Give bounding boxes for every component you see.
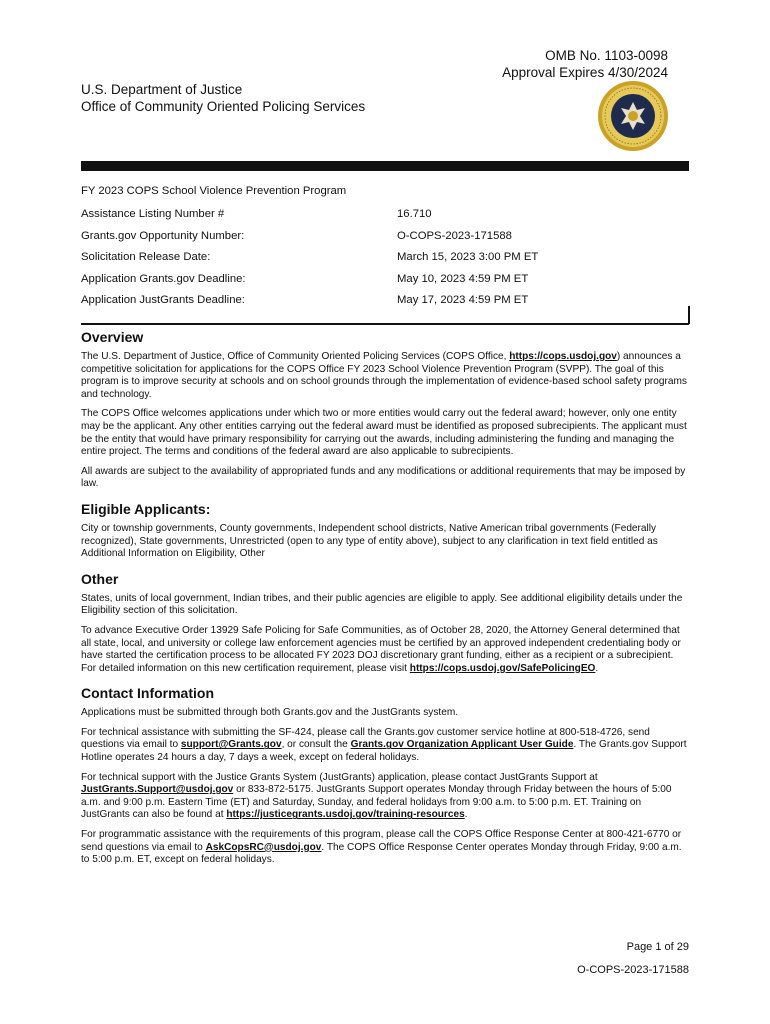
info-row (81, 208, 689, 230)
page-footer (577, 936, 689, 982)
office-name: Office of Community Oriented Policing Services (81, 99, 366, 114)
grants-support-email-link[interactable]: support@Grants.gov (180, 739, 282, 751)
doj-seal-icon (597, 80, 669, 152)
applicant-user-guide-link[interactable]: Grants.gov Organization Applicant User Guide (350, 739, 574, 751)
eligible-applicants-section (81, 500, 689, 561)
info-value: May 17, 2023 4:59 PM ET (397, 294, 529, 306)
safe-policing-link[interactable]: https://cops.usdoj.gov/SafePolicingEO (409, 662, 596, 674)
paragraph (81, 829, 689, 867)
text: . The Grants.gov Support Hotline operates 24 hours a day, 7 days a week, except on federal holidays. (81, 739, 687, 764)
document-body (81, 328, 689, 874)
section-heading: Overview (81, 329, 144, 345)
program-title: FY 2023 COPS School Violence Prevention Program (81, 185, 347, 197)
info-row (81, 294, 689, 316)
paragraph (81, 351, 689, 401)
info-label: Application JustGrants Deadline: (81, 294, 245, 306)
page-number: Page 1 of 29 (626, 941, 689, 953)
contact-section (81, 684, 689, 867)
paragraph: City or township governments, County governments, Independent school districts, Native American tribal governments (Federally recognized), State governments, Unrestricted (open to any type of entity above), subject to any clarification in text field entitled as Additional Information on Eligibility, Other (81, 522, 658, 560)
text: . (595, 662, 599, 674)
text: ) announces a competitive solicitation for applications for the COPS Office FY 2023 School Violence Prevention Program (SVPP). The goal of this program is to improve security at schools and on school grounds through the implementation of evidence-based school safety programs and technology. (81, 351, 687, 400)
section-heading: Other (81, 570, 119, 587)
cops-website-link[interactable]: https://cops.usdoj.gov (509, 351, 617, 362)
section-corner-rule (688, 306, 690, 324)
agency-name (81, 81, 365, 115)
solicitation-info-table (81, 208, 689, 316)
text: To advance Executive Order 13929 Safe Policing for Safe Communities, as of October 28, 2020, the Attorney General determined that all state, local, and university or college law enforcement agencies must be certified by an approved independent credentialing body or have started the certification process to be allocated FY 2023 DOJ discretionary grant funding, either as a recipient or a subrecipient. For detailed information on this new certification requirement, please visit (81, 624, 681, 674)
info-label: Solicitation Release Date: (81, 251, 211, 263)
text: or 833-872-5175. JustGrants Support operates Monday through Friday between the hours of 5:00 a.m. and 9:00 p.m. Eastern Time (ET) and Saturday, Sunday, and federal holidays from 9:00 a.m. to 5:00 p.m. ET. Training on JustGrants can also be found at (81, 784, 672, 821)
paragraph: The COPS Office welcomes applications under which two or more entities would carry out the federal award; however, only one entity may be the applicant. Any other entities carrying out the federal award must be identified as proposed subrecipients. The applicant must be the entity that would have primary responsibility for carrying out the awards, including administering the funding and managing the entire project. The terms and conditions of the federal award are also applicable to subrecipients. (81, 408, 687, 458)
section-heading: Contact Information (81, 685, 214, 702)
paragraph (81, 727, 689, 765)
cops-response-email-link[interactable]: AskCopsRC@usdoj.gov (205, 841, 322, 853)
text: . (464, 809, 468, 821)
other-section (81, 570, 689, 676)
info-value: March 15, 2023 3:00 PM ET (397, 251, 539, 263)
info-label: Grants.gov Opportunity Number: (81, 229, 245, 242)
info-value: May 10, 2023 4:59 PM ET (397, 272, 529, 285)
text: For technical support with the Justice Grants System (JustGrants) application, please contact JustGrants Support at (81, 771, 598, 783)
info-value: 16.710 (397, 208, 432, 220)
paragraph (81, 772, 689, 822)
omb-number: OMB No. 1103-0098 (545, 48, 668, 63)
section-divider (81, 323, 689, 325)
info-row (81, 230, 689, 252)
omb-notice (502, 47, 668, 81)
document-id: O-COPS-2023-171588 (577, 964, 689, 976)
text: , or consult the (281, 739, 351, 751)
justgrants-support-email-link[interactable]: JustGrants.Support@usdoj.gov (81, 784, 234, 796)
overview-section (81, 328, 689, 491)
section-heading: Eligible Applicants: (81, 500, 211, 517)
text: The U.S. Department of Justice, Office of Community Oriented Policing Services (COPS Office, (81, 351, 510, 362)
paragraph: All awards are subject to the availability of appropriated funds and any modifications or additional requirements that may be imposed by law. (81, 465, 686, 490)
department-name: U.S. Department of Justice (81, 82, 243, 97)
info-row (81, 251, 689, 273)
info-label: Application Grants.gov Deadline: (81, 272, 246, 285)
header-divider (81, 161, 689, 171)
info-value: O-COPS-2023-171588 (397, 229, 512, 242)
text: For programmatic assistance with the requirements of this program, please call the COPS Office Response Center at 800-421-6770 or send questions via email to (81, 829, 682, 853)
approval-expiry: Approval Expires 4/30/2024 (502, 65, 668, 80)
text: . The COPS Office Response Center operates Monday through Friday, 9:00 a.m. to 5:00 p.m. ET, except on federal holidays. (81, 841, 682, 866)
text: For technical assistance with submitting the SF-424, please call the Grants.gov customer service hotline at 800-518-4726, send questions via email to (81, 726, 650, 751)
paragraph: Applications must be submitted through both Grants.gov and the JustGrants system. (81, 707, 459, 719)
info-row (81, 273, 689, 295)
info-label: Assistance Listing Number # (81, 208, 225, 220)
paragraph: States, units of local government, Indian tribes, and their public agencies are eligible to apply. See additional eligibility details under the Eligibility section of this solicitation. (81, 592, 683, 617)
paragraph (81, 625, 689, 675)
justgrants-training-link[interactable]: https://justicegrants.usdoj.gov/training-resources (226, 809, 465, 821)
